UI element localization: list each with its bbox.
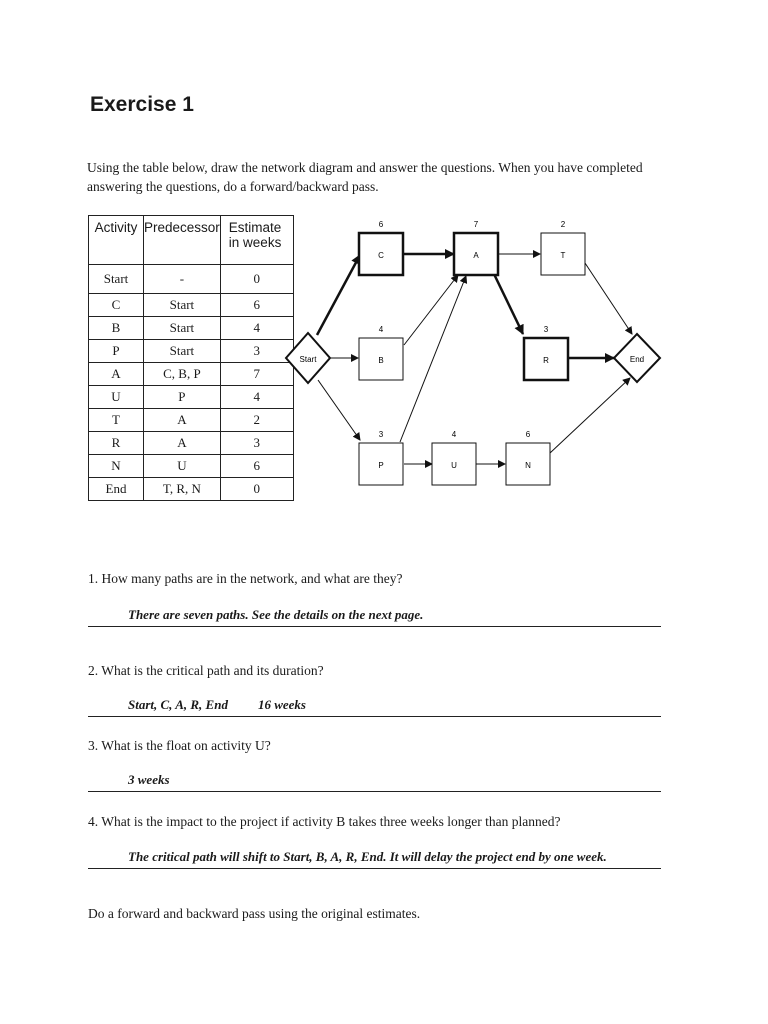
arrow-start-p [318, 380, 360, 440]
cell-predecessor: C, B, P [144, 363, 221, 386]
activity-label: U [451, 461, 457, 470]
intro-text: Using the table below, draw the network diagram and answer the questions. When you have completed answering the questions, do a forward/backward pass. [87, 160, 643, 194]
end-node [614, 334, 660, 382]
header-activity: Activity [89, 216, 144, 265]
activity-label: B [378, 356, 384, 365]
cell-activity: T [89, 409, 144, 432]
end-node-label: End [629, 355, 645, 364]
arrow-t-end [585, 263, 632, 334]
arrow-p-a [400, 276, 466, 442]
activity-node-n [506, 430, 550, 485]
cell-predecessor: A [144, 409, 221, 432]
cell-predecessor: U [144, 455, 221, 478]
activity-duration: 3 [378, 430, 384, 439]
arrow-a-r [494, 274, 523, 334]
cell-activity: P [89, 340, 144, 363]
cell-activity: Start [89, 265, 144, 294]
activity-duration: 6 [525, 430, 531, 439]
question-1: 1. How many paths are in the network, and what are they? [88, 571, 403, 586]
activity-node-p [359, 430, 403, 485]
cell-estimate: 4 [220, 317, 293, 340]
header-estimate: Estimate in weeks [220, 216, 293, 265]
answer-2-text: Start, C, A, R, End [128, 697, 228, 712]
answer-1-text: There are seven paths. See the details on the next page. [128, 607, 424, 622]
activity-label: N [525, 461, 531, 470]
cell-predecessor: Start [144, 317, 221, 340]
activity-label: P [378, 461, 384, 470]
activity-node-r [524, 325, 568, 380]
activity-label: C [378, 251, 384, 260]
answer-2-duration: 16 weeks [257, 697, 306, 712]
question-4: 4. What is the impact to the project if activity B takes three weeks longer than planned? [88, 814, 561, 829]
question-2: 2. What is the critical path and its duration? [88, 663, 324, 678]
cell-activity: U [89, 386, 144, 409]
cell-predecessor: Start [144, 294, 221, 317]
activity-duration: 2 [560, 220, 566, 229]
activity-node-u [432, 430, 476, 485]
answer-4-text: The critical path will shift to Start, B, A, R, End. It will delay the project end by one week. [128, 849, 607, 864]
cell-activity: A [89, 363, 144, 386]
cell-estimate: 4 [220, 386, 293, 409]
question-3: 3. What is the float on activity U? [88, 738, 271, 753]
activity-duration: 4 [451, 430, 457, 439]
answer-4 [88, 849, 661, 869]
activity-duration: 6 [378, 220, 384, 229]
activity-node-a [454, 220, 498, 275]
cell-activity: R [89, 432, 144, 455]
answer-3 [88, 772, 661, 792]
activity-node-c [359, 220, 403, 275]
activity-label: A [473, 251, 479, 260]
answer-1 [88, 607, 661, 627]
activity-node-b [359, 325, 403, 380]
activity-duration: 4 [378, 325, 384, 334]
start-node-label: Start [299, 355, 317, 364]
activity-duration: 7 [473, 220, 479, 229]
cell-predecessor: - [144, 265, 221, 294]
cell-estimate: 2 [220, 409, 293, 432]
activity-label: T [560, 251, 566, 260]
cell-predecessor: A [144, 432, 221, 455]
cell-predecessor: P [144, 386, 221, 409]
cell-estimate: 3 [220, 432, 293, 455]
exercise-title: Exercise 1 [90, 93, 194, 116]
activity-node-t [541, 220, 585, 275]
outro-text: Do a forward and backward pass using the original estimates. [88, 906, 421, 921]
answer-2 [88, 697, 661, 717]
cell-predecessor: Start [144, 340, 221, 363]
cell-estimate: 0 [220, 478, 293, 501]
start-node [286, 333, 330, 383]
arrow-start-c [317, 255, 360, 335]
activity-label: R [543, 356, 549, 365]
cell-estimate: 7 [220, 363, 293, 386]
cell-activity: N [89, 455, 144, 478]
header-predecessor: Predecessor [144, 216, 221, 265]
arrow-b-a [404, 275, 458, 345]
cell-activity: C [89, 294, 144, 317]
cell-estimate: 3 [220, 340, 293, 363]
cell-activity: B [89, 317, 144, 340]
cell-estimate: 0 [220, 265, 293, 294]
arrow-n-end [550, 378, 630, 453]
activity-duration: 3 [543, 325, 549, 334]
cell-estimate: 6 [220, 455, 293, 478]
cell-estimate: 6 [220, 294, 293, 317]
cell-predecessor: T, R, N [144, 478, 221, 501]
answer-3-text: 3 weeks [128, 772, 170, 787]
cell-activity: End [89, 478, 144, 501]
